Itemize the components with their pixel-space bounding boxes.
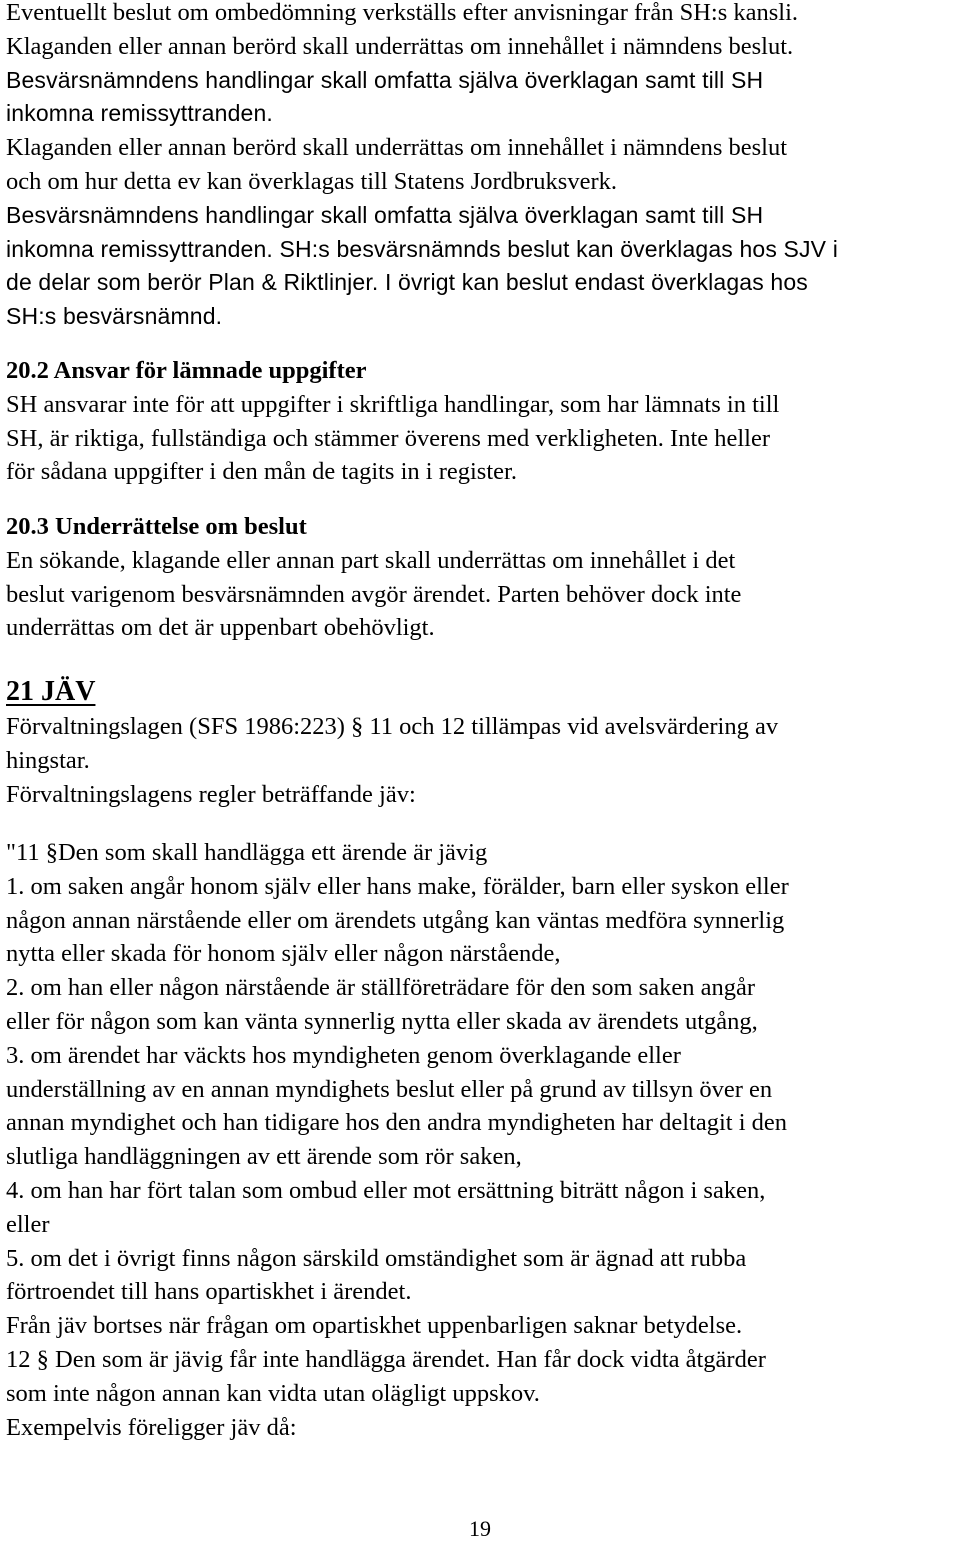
section-title: Underrättelse om beslut: [55, 513, 307, 540]
text-line: Förvaltningslagens regler beträffande jäv:: [6, 780, 416, 808]
section-heading: [6, 510, 954, 544]
text-line: 3. om ärendet har väckts hos myndigheten genom överklagande eller: [6, 1041, 681, 1069]
text-line: för sådana uppgifter i den mån de tagits in i register.: [6, 458, 517, 486]
text-line: 5. om det i övrigt finns någon särskild omständighet som är ägnad att rubba: [6, 1244, 747, 1272]
text-line: beslut varigenom besvärsnämnden avgör ärendet. Parten behöver dock inte: [6, 580, 742, 608]
text-line: Från jäv bortses när frågan om opartiskhet uppenbarligen saknar betydelse.: [6, 1312, 743, 1340]
text-line: inkomna remissyttranden.: [6, 100, 273, 127]
page-number: 19: [469, 1516, 491, 1541]
text-line: 2. om han eller någon närstående är ställföreträdare för den som saken angår: [6, 974, 755, 1002]
text-line: underställning av en annan myndighets beslut eller på grund av tillsyn över en: [6, 1075, 773, 1103]
text-line: Klaganden eller annan berörd skall underrättas om innehållet i nämndens beslut: [6, 134, 788, 162]
text-line: och om hur detta ev kan överklagas till Statens Jordbruksverk.: [6, 167, 617, 195]
section-20-2: [6, 354, 954, 489]
text-line: de delar som berör Plan & Riktlinjer. I övrigt kan beslut endast överklagas hos: [6, 269, 808, 296]
text-line: Exempelvis föreligger jäv då:: [6, 1413, 297, 1441]
text-line: eller: [6, 1210, 50, 1238]
text-line: SH:s besvärsnämnd.: [6, 303, 223, 330]
text-line: Klaganden eller annan berörd skall underrättas om innehållet i nämndens beslut.: [6, 32, 794, 60]
text-line: 4. om han har fört talan som ombud eller mot ersättning biträtt någon i saken,: [6, 1176, 766, 1204]
text-line: annan myndighet och han tidigare hos den andra myndigheten har deltagit i den: [6, 1109, 788, 1137]
text-line: 12 § Den som är jävig får inte handlägga ärendet. Han får dock vidta åtgärder: [6, 1345, 766, 1373]
text-line: "11 §Den som skall handlägga ett ärende är jävig: [6, 839, 488, 866]
text-line: Besvärsnämndens handlingar skall omfatta själva överklagan samt till SH: [6, 66, 764, 93]
section-20-3: [6, 510, 954, 645]
text-line: SH ansvarar inte för att uppgifter i skriftliga handlingar, som har lämnats in till: [6, 390, 780, 418]
text-line: slutliga handläggningen av ett ärende som rör saken,: [6, 1143, 522, 1171]
chapter-21: [6, 674, 954, 811]
text-line: hingstar.: [6, 746, 90, 774]
document-page: [6, 0, 954, 1543]
intro-block: [6, 0, 954, 334]
section-number: 20.3: [6, 513, 49, 540]
text-line: 1. om saken angår honom själv eller hans make, förälder, barn eller syskon eller: [6, 872, 789, 900]
text-line: underrättas om det är uppenbart obehövligt.: [6, 614, 435, 642]
text-line: någon annan närstående eller om ärendets utgång kan väntas medföra synnerlig: [6, 906, 785, 934]
section-number: 20.2: [6, 357, 49, 384]
text-line: nytta eller skada för honom själv eller någon närstående,: [6, 940, 561, 968]
section-heading: [6, 354, 954, 388]
text-line: eller för någon som kan vänta synnerlig nytta eller skada av ärendets utgång,: [6, 1007, 758, 1035]
chapter-heading: 21 JÄV: [6, 676, 96, 707]
section-title: Ansvar för lämnade uppgifter: [53, 357, 367, 384]
text-line: Förvaltningslagen (SFS 1986:223) § 11 och 12 tillämpas vid avelsvärdering av: [6, 713, 779, 740]
text-line: Besvärsnämndens handlingar skall omfatta själva överklagan samt till SH: [6, 201, 764, 228]
text-line: Eventuellt beslut om ombedömning verkställs efter anvisningar från SH:s kansli.: [6, 0, 799, 26]
text-line: förtroendet till hans opartiskhet i ärendet.: [6, 1278, 412, 1306]
text-line: inkomna remissyttranden. SH:s besvärsnämnds beslut kan överklagas hos SJV i: [6, 235, 838, 262]
text-line: SH, är riktiga, fullständiga och stämmer överens med verkligheten. Inte heller: [6, 424, 771, 452]
text-line: En sökande, klagande eller annan part skall underrättas om innehållet i det: [6, 546, 736, 574]
law-quote: [6, 836, 954, 1444]
text-line: som inte någon annan kan vidta utan olägligt uppskov.: [6, 1379, 540, 1407]
